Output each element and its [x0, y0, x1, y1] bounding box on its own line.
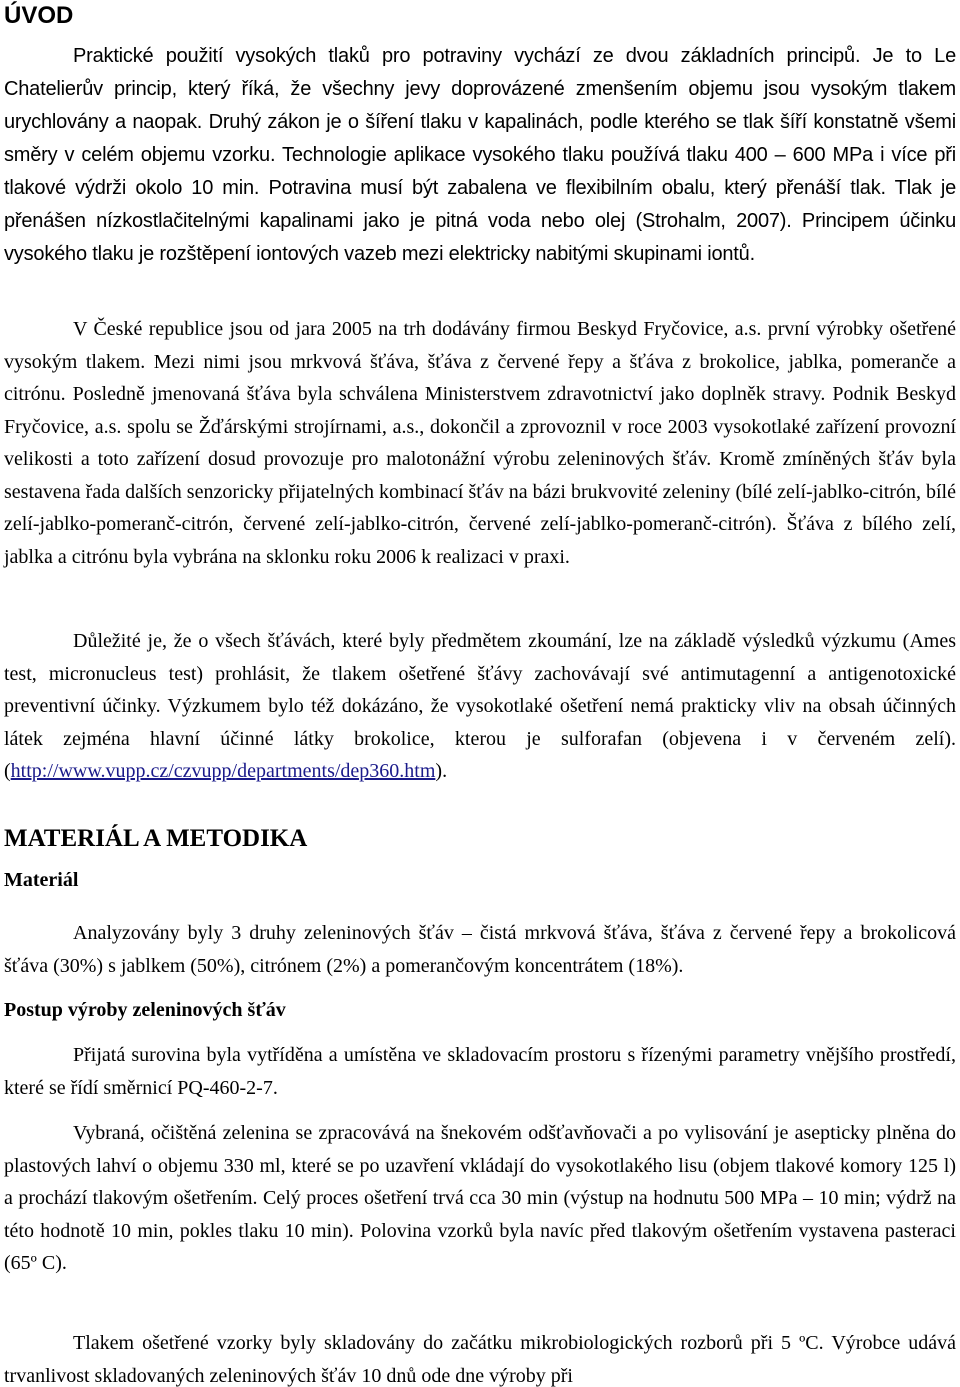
intro-heading: ÚVOD: [4, 2, 74, 29]
postup-paragraph-3: Tlakem ošetřené vzorky byly skladovány do začátku mikrobiologických rozborů při 5 ºC. Výrobce udává trvanlivost skladovaných zeleninových šťáv 10 dnů ode dne výroby při: [4, 1332, 956, 1387]
postup-paragraph-2: Vybraná, očištěná zelenina se zpracovává na šnekovém odšťavňovači a po vylisování je asepticky plněna do plastových lahví o objemu 330 ml, které se po uzavření vkládají do vysokotlakého lisu (objem tlakové komory 125 l) a prochází tlakovým ošetřením. Celý proces ošetření trvá cca 30 min (výstup na hodnutu 500 MPa – 10 min; výdrž na této hodnotě 10 min, pokles tlaku 10 min). Polovina vzorků byla navíc před tlakovým ošetřením vystavena pasteraci (65º C).: [4, 1122, 956, 1274]
intro-paragraph-2: V České republice jsou od jara 2005 na trh dodávány firmou Beskyd Fryčovice, a.s. první výrobky ošetřené vysokým tlakem. Mezi nimi jsou mrkvová šťáva, šťáva z červené řepy a šťáva z brokolice, jablka, pomeranče a citrónu. Posledně jmenovaná šťáva byla schválena Ministerstvem zdravotnictví jako doplněk stravy. Podnik Beskyd Fryčovice, a.s. spolu se Žďárskými strojírnami, a.s., dokončil a zprovoznil v roce 2003 vysokotlaké zařízení provozní velikosti a toto zařízení dosud provozuje pro malotonážní výrobu zeleninových šťáv. Kromě zmíněných šťáv byla sestavena řada dalších senzoricky přijatelných kombinací šťáv na bázi brukvovité zeleniny (bílé zelí-jablko-citrón, bílé zelí-jablko-pomeranč-citrón, červené zelí-jablko-citrón, červené zelí-jablko-pomeranč-citrón). Šťáva z bílého zelí, jablka a citrónu byla vybrána na sklonku roku 2006 k realizaci v praxi.: [4, 318, 956, 568]
material-paragraph: Analyzovány byly 3 druhy zeleninových šťáv – čistá mrkvová šťáva, šťáva z červené řepy a brokolicová šťáva (30%) s jablkem (50%), citrónem (2%) a pomerančovým koncentrátem (18%).: [4, 922, 956, 977]
postup-paragraph-1: Přijatá surovina byla vytříděna a umístěna ve skladovacím prostoru s řízenými parametry vnějšího prostředí, které se řídí směrnicí PQ-460-2-7.: [4, 1044, 956, 1099]
intro-paragraph-1: Praktické použití vysokých tlaků pro potraviny vychází ze dvou základních principů. Je to Le Chatelierův princip, který říká, že všechny jevy doprovázené zmenšením objemu jsou vysokým tlakem urychlovány a naopak. Druhý zákon je o šíření tlaku v kapalinách, podle kterého se tlak šíří konstatně všemi směry v celém objemu vzorku. Technologie aplikace vysokého tlaku používá tlaku 400 – 600 MPa i více při tlakové výdrži okolo 10 min. Potravina musí být zabalena ve flexibilním obalu, který přenáší tlak. Tlak je přenášen nízkostlačitelnými kapalinami jako je pitná voda nebo olej (Strohalm, 2007). Principem účinku vysokého tlaku je rozštěpení iontových vazeb mezi elektricky nabitými skupinami iontů.: [4, 45, 956, 265]
intro-paragraph-3-text: Důležité je, že o všech šťávách, které byly předmětem zkoumání, lze na základě výsledků výzkumu (Ames test, micronucleus test) prohlásit, že tlakem ošetřené šťávy zachovávají své antimutagenní a antigenotoxické preventivní účinky. Výzkumem bylo též dokázáno, že vysokotlaké ošetření nemá prakticky vliv na obsah účinných látek zejména hlavní účinné látky brokolice, kterou je sulforafan (objevena i v červeném zelí). (: [4, 630, 956, 782]
material-heading: Materiál: [4, 869, 79, 891]
methods-heading: MATERIÁL A METODIKA: [4, 825, 308, 852]
vupp-link[interactable]: http://www.vupp.cz/czvupp/departments/dep360.htm: [10, 760, 436, 782]
postup-heading: Postup výroby zeleninových šťáv: [4, 999, 286, 1021]
intro-paragraph-3: [4, 625, 956, 788]
intro-paragraph-3-end: ).: [435, 760, 448, 782]
